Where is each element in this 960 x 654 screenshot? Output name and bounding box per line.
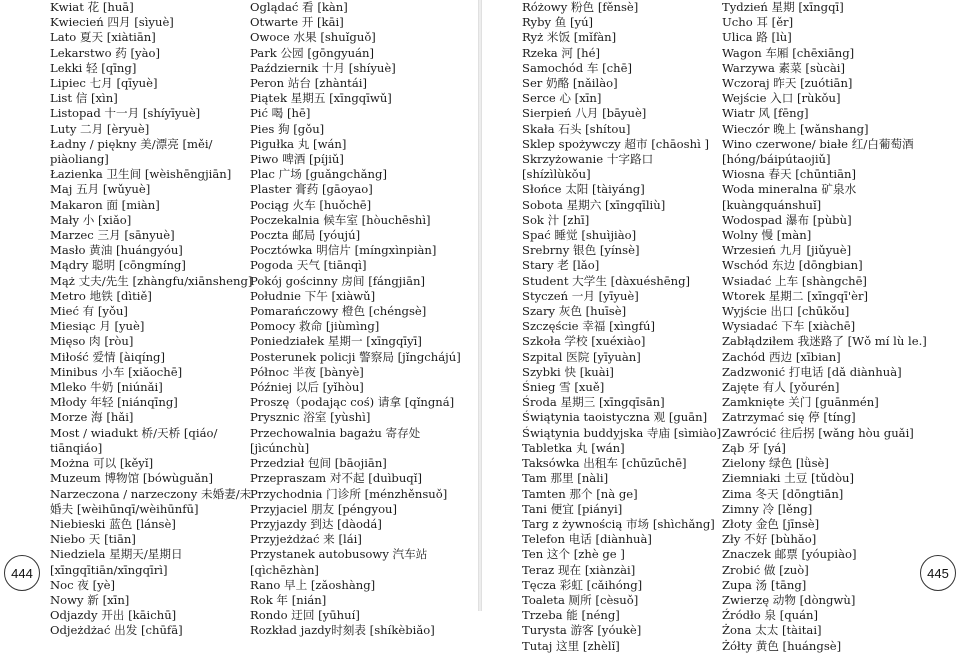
glossary-entry: Wieczór 晚上 [wǎnshang]: [722, 121, 869, 136]
glossary-entry: Tani 便宜 [piányi]: [522, 501, 623, 516]
glossary-entry: tiānqiáo]: [50, 440, 103, 455]
glossary-entry: Minibus 小车 [xiǎochē]: [50, 364, 183, 379]
glossary-entry: Mały 小 [xiǎo]: [50, 212, 132, 227]
glossary-entry: [shízìlùkǒu]: [522, 167, 591, 182]
glossary-entry: Wiatr 风 [fēng]: [722, 106, 809, 121]
glossary-entry: piàoliang]: [50, 152, 109, 167]
glossary-entry: Wolny 慢 [màn]: [722, 228, 812, 243]
glossary-entry: Północ 半夜 [bànyè]: [250, 364, 364, 379]
glossary-entry: Poczta 邮局 [yóujú]: [250, 228, 361, 243]
glossary-entry: Piątek 星期五 [xīngqīwǔ]: [250, 91, 392, 106]
glossary-entry: Mądry 聪明 [cōngmíng]: [50, 258, 186, 273]
glossary-entry: Znaczek 邮票 [yóupiào]: [722, 547, 857, 562]
glossary-entry: Szczęście 幸福 [xìngfú]: [522, 319, 656, 334]
glossary-entry: Wodospad 瀑布 [pùbù]: [722, 212, 852, 227]
glossary-entry: Zajęte 有人 [yǒurén]: [722, 380, 840, 395]
glossary-entry: Pigułka 丸 [wán]: [250, 136, 347, 151]
glossary-entry: Pokój gościnny 房间 [fángjiān]: [250, 273, 426, 288]
glossary-entry: Ładny / piękny 美/漂亮 [měi/: [50, 136, 213, 151]
glossary-entry: Miesiąc 月 [yuè]: [50, 319, 145, 334]
glossary-entry: Trzeba 能 [néng]: [522, 608, 620, 623]
glossary-entry: Środa 星期三 [xīngqīsān]: [522, 395, 665, 410]
glossary-entry: Wschód 东边 [dōngbian]: [722, 258, 863, 273]
glossary-entry: Pomocy 救命 [jiùmìng]: [250, 319, 380, 334]
glossary-entry: Narzeczona / narzeczony 未婚妻/未: [50, 486, 252, 501]
glossary-entry: Zimny 冷 [lěng]: [722, 501, 813, 516]
glossary-entry: Przepraszam 对不起 [duìbuqǐ]: [250, 471, 422, 486]
glossary-entry: Warzywa 素菜 [sùcài]: [722, 60, 845, 75]
glossary-entry: Park 公园 [gōngyuán]: [250, 45, 375, 60]
glossary-entry: Wrzesień 九月 [jiǔyuè]: [722, 243, 852, 258]
glossary-entry: Wiosna 春天 [chūntiān]: [722, 167, 856, 182]
glossary-entry: 婚夫 [wèihūnqī/wèihūnfū]: [50, 501, 199, 516]
glossary-entry: Turysta 游客 [yóukè]: [522, 623, 642, 638]
glossary-entry: Marzec 三月 [sānyuè]: [50, 228, 175, 243]
glossary-entry: Nowy 新 [xīn]: [50, 592, 130, 607]
glossary-entry: Srebrny 银色 [yínsè]: [522, 243, 640, 258]
glossary-entry: [hóng/báipútaojiǔ]: [722, 152, 831, 167]
glossary-entry: Pociąg 火车 [huǒchē]: [250, 197, 372, 212]
glossary-entry: Teraz 现在 [xiànzài]: [522, 562, 636, 577]
glossary-entry: Toaleta 厕所 [cèsuǒ]: [522, 592, 639, 607]
glossary-entry: Pomarańczowy 橙色 [chéngsè]: [250, 304, 427, 319]
glossary-entry: Zrobić 做 [zuò]: [722, 562, 809, 577]
glossary-entry: Stary 老 [lǎo]: [522, 258, 600, 273]
glossary-entry: Listopad 十一月 [shíyīyuè]: [50, 106, 201, 121]
glossary-entry: Wysiadać 下车 [xiàchē]: [722, 319, 856, 334]
right-page: [482, 0, 960, 653]
glossary-entry: Tydzień 星期 [xīngqī]: [722, 0, 844, 14]
glossary-entry: Można 可以 [kěyǐ]: [50, 456, 154, 471]
glossary-entry: Zły 不好 [bùhǎo]: [722, 532, 817, 547]
glossary-entry: Peron 站台 [zhàntái]: [250, 76, 367, 91]
glossary-entry: Plaster 膏药 [gāoyao]: [250, 182, 373, 197]
glossary-entry: Poniedziałek 星期一 [xīngqīyī]: [250, 334, 422, 349]
glossary-entry: Mieć 有 [yǒu]: [50, 304, 128, 319]
glossary-entry: Piwo 啤酒 [píjiǔ]: [250, 152, 344, 167]
glossary-entry: Telefon 电话 [diànhuà]: [522, 532, 652, 547]
glossary-entry: Oglądać 看 [kàn]: [250, 0, 348, 14]
glossary-column-2: [250, 0, 465, 639]
glossary-entry: Rondo 迂回 [yūhuí]: [250, 608, 360, 623]
glossary-entry: Tabletka 丸 [wán]: [522, 440, 625, 455]
glossary-entry: Poczekalnia 候车室 [hòuchēshì]: [250, 212, 431, 227]
glossary-entry: Wagon 车厢 [chēxiāng]: [722, 45, 855, 60]
glossary-entry: Rzeka 河 [hé]: [522, 45, 600, 60]
glossary-entry: Ulica 路 [lù]: [722, 30, 792, 45]
glossary-entry: Sok 汁 [zhī]: [522, 212, 590, 227]
glossary-entry: Wejście 入口 [rùkǒu]: [722, 91, 841, 106]
glossary-entry: Szybki 快 [kuài]: [522, 364, 614, 379]
glossary-entry: [jìcúnchù]: [250, 440, 310, 455]
glossary-entry: Słońce 太阳 [tàiyáng]: [522, 182, 645, 197]
glossary-entry: [kuàngquánshuǐ]: [722, 197, 822, 212]
glossary-entry: Posterunek policji 警察局 [jǐngchájú]: [250, 349, 461, 364]
glossary-entry: Lipiec 七月 [qīyuè]: [50, 76, 158, 91]
glossary-entry: Zwierzę 动物 [dòngwù]: [722, 592, 856, 607]
glossary-entry: Przyjaciel 朋友 [péngyou]: [250, 501, 398, 516]
glossary-entry: Szary 灰色 [huīsè]: [522, 304, 627, 319]
glossary-entry: Owoce 水果 [shuǐguǒ]: [250, 30, 376, 45]
glossary-entry: Plac 广场 [guǎngchǎng]: [250, 167, 387, 182]
glossary-entry: Woda mineralna 矿泉水: [722, 182, 857, 197]
glossary-entry: Masło 黄油 [huángyóu]: [50, 243, 183, 258]
glossary-entry: Noc 夜 [yè]: [50, 577, 116, 592]
page-number-right: 445: [920, 555, 956, 591]
glossary-entry: Przychodnia 门诊所 [ménzhěnsuǒ]: [250, 486, 448, 501]
glossary-entry: Odjeżdżać 出发 [chūfā]: [50, 623, 183, 638]
glossary-entry: [xīngqītiān/xīngqīrì]: [50, 562, 168, 577]
glossary-entry: Skała 石头 [shítou]: [522, 121, 631, 136]
glossary-entry: Zupa 汤 [tāng]: [722, 577, 807, 592]
glossary-entry: Zima 冬天 [dōngtiān]: [722, 486, 844, 501]
glossary-entry: Ten 这个 [zhè ge ]: [522, 547, 625, 562]
glossary-entry: Pić 喝 [hē]: [250, 106, 311, 121]
glossary-entry: Wsiadać 上车 [shàngchē]: [722, 273, 867, 288]
glossary-entry: Kwiecień 四月 [sìyuè]: [50, 15, 174, 30]
glossary-entry: Przechowalnia bagażu 寄存处: [250, 425, 421, 440]
glossary-entry: Ser 奶酪 [nǎilào]: [522, 76, 618, 91]
glossary-entry: Tutaj 这里 [zhèlǐ]: [522, 638, 620, 653]
glossary-entry: Muzeum 博物馆 [bówùguǎn]: [50, 471, 214, 486]
glossary-entry: Ząb 牙 [yá]: [722, 440, 786, 455]
glossary-entry: Zielony 绿色 [lǜsè]: [722, 456, 829, 471]
glossary-entry: Mleko 牛奶 [niúnǎi]: [50, 380, 163, 395]
glossary-column-3: [522, 0, 737, 654]
glossary-entry: Otwarte 开 [kāi]: [250, 15, 344, 30]
glossary-entry: Przedział 包间 [bāojiān]: [250, 456, 387, 471]
glossary-entry: Most / wiadukt 桥/天桥 [qiáo/: [50, 425, 218, 440]
glossary-entry: Niebo 天 [tiān]: [50, 532, 136, 547]
glossary-entry: Makaron 面 [miàn]: [50, 197, 160, 212]
glossary-entry: Targ z żywnością 市场 [shìchǎng]: [522, 516, 715, 531]
glossary-entry: Styczeń 一月 [yīyuè]: [522, 288, 639, 303]
glossary-entry: Przyjazdy 到达 [dàodá]: [250, 516, 382, 531]
glossary-entry: Żółty 黄色 [huángsè]: [722, 638, 842, 653]
glossary-entry: Ziemniaki 土豆 [tǔdòu]: [722, 471, 855, 486]
glossary-entry: [qìchēzhàn]: [250, 562, 319, 577]
page-number-left: 444: [4, 555, 40, 591]
left-page: [0, 0, 478, 638]
glossary-entry: Ryż 米饭 [mǐfàn]: [522, 30, 617, 45]
glossary-entry: Różowy 粉色 [fěnsè]: [522, 0, 639, 14]
glossary-entry: Prysznic 浴室 [yùshì]: [250, 410, 371, 425]
glossary-entry: Szkoła 学校 [xuéxiào]: [522, 334, 646, 349]
glossary-entry: Złoty 金色 [jīnsè]: [722, 516, 820, 531]
glossary-entry: Wtorek 星期二 [xīngqī'èr]: [722, 288, 869, 303]
glossary-entry: Rano 早上 [zǎoshàng]: [250, 577, 376, 592]
glossary-entry: Zabłądziłem 我迷路了 [Wǒ mí lù le.]: [722, 334, 927, 349]
glossary-entry: Morze 海 [hǎi]: [50, 410, 134, 425]
glossary-entry: Wyjście 出口 [chūkǒu]: [722, 304, 850, 319]
glossary-entry: Metro 地铁 [dìtiě]: [50, 288, 152, 303]
glossary-entry: Ryby 鱼 [yú]: [522, 15, 594, 30]
glossary-entry: Młody 年轻 [niánqīng]: [50, 395, 178, 410]
glossary-entry: Skrzyżowanie 十字路口: [522, 152, 654, 167]
glossary-entry: Miłość 爱情 [àiqíng]: [50, 349, 166, 364]
glossary-entry: Lekki 轻 [qīng]: [50, 60, 137, 75]
glossary-entry: Taksówka 出租车 [chūzūchē]: [522, 456, 687, 471]
glossary-entry: Sobota 星期六 [xīngqīliù]: [522, 197, 666, 212]
glossary-entry: Przystanek autobusowy 汽车站: [250, 547, 428, 562]
glossary-entry: Tamten 那个 [nà ge]: [522, 486, 638, 501]
glossary-entry: Luty 二月 [èryuè]: [50, 121, 150, 136]
glossary-entry: Proszę（podając coś) 请拿 [qǐngná]: [250, 395, 455, 410]
glossary-entry: Niedziela 星期天/星期日: [50, 547, 183, 562]
glossary-entry: Łazienka 卫生间 [wèishēngjiān]: [50, 167, 232, 182]
glossary-entry: Wczoraj 昨天 [zuótiān]: [722, 76, 853, 91]
glossary-entry: Szpital 医院 [yīyuàn]: [522, 349, 641, 364]
glossary-entry: Samochód 车 [chē]: [522, 60, 633, 75]
glossary-entry: Sklep spożywczy 超市 [chāoshì ]: [522, 136, 709, 151]
glossary-entry: Tam 那里 [nàli]: [522, 471, 609, 486]
glossary-entry: Student 大学生 [dàxuéshēng]: [522, 273, 691, 288]
glossary-entry: Lekarstwo 药 [yào]: [50, 45, 161, 60]
glossary-entry: Zamknięte 关门 [guānmén]: [722, 395, 879, 410]
glossary-entry: Tęcza 彩虹 [cǎihóng]: [522, 577, 643, 592]
glossary-entry: Niebieski 蓝色 [lánsè]: [50, 516, 176, 531]
glossary-entry: Maj 五月 [wǔyuè]: [50, 182, 151, 197]
glossary-entry: Zatrzymać się 停 [tíng]: [722, 410, 856, 425]
glossary-entry: Źródło 泉 [quán]: [722, 608, 819, 623]
glossary-entry: List 信 [xìn]: [50, 91, 118, 106]
glossary-entry: Serce 心 [xīn]: [522, 91, 602, 106]
glossary-entry: Sierpień 八月 [bāyuè]: [522, 106, 647, 121]
glossary-entry: Mięso 肉 [ròu]: [50, 334, 134, 349]
glossary-entry: Odjazdy 开出 [kāichū]: [50, 608, 177, 623]
glossary-entry: Przyjeżdżać 来 [lái]: [250, 532, 362, 547]
glossary-column-4: [722, 0, 927, 654]
glossary-entry: Kwiat 花 [huā]: [50, 0, 134, 14]
glossary-entry: Rozkład jazdy时刻表 [shíkèbiǎo]: [250, 623, 435, 638]
glossary-entry: Świątynia buddyjska 寺庙 [sìmiào]: [522, 425, 722, 440]
glossary-entry: Pogoda 天气 [tiānqì]: [250, 258, 367, 273]
glossary-entry: Październik 十月 [shíyuè]: [250, 60, 396, 75]
glossary-entry: Zachód 西边 [xībian]: [722, 349, 841, 364]
glossary-entry: Ucho 耳 [ěr]: [722, 15, 794, 30]
glossary-entry: Wino czerwone/ białe 红/白葡萄酒: [722, 136, 914, 151]
glossary-entry: Zadzwonić 打电话 [dǎ diànhuà]: [722, 364, 902, 379]
glossary-entry: Pies 狗 [gǒu]: [250, 121, 325, 136]
glossary-column-1: [50, 0, 253, 639]
glossary-entry: Mąż 丈夫/先生 [zhàngfu/xiānsheng]: [50, 273, 253, 288]
glossary-entry: Śnieg 雪 [xuě]: [522, 380, 605, 395]
glossary-entry: Lato 夏天 [xiàtiān]: [50, 30, 156, 45]
glossary-entry: Południe 下午 [xiàwǔ]: [250, 288, 376, 303]
glossary-entry: Żona 太太 [tàitai]: [722, 623, 822, 638]
glossary-entry: Spać 睡觉 [shuìjiào]: [522, 228, 637, 243]
glossary-entry: Świątynia taoistyczna 观 [guān]: [522, 410, 708, 425]
glossary-entry: Rok 年 [nián]: [250, 592, 327, 607]
glossary-entry: Pocztówka 明信片 [míngxìnpiàn]: [250, 243, 437, 258]
glossary-entry: Zawrócić 往后拐 [wǎng hòu guǎi]: [722, 425, 914, 440]
glossary-entry: Później 以后 [yǐhòu]: [250, 380, 364, 395]
